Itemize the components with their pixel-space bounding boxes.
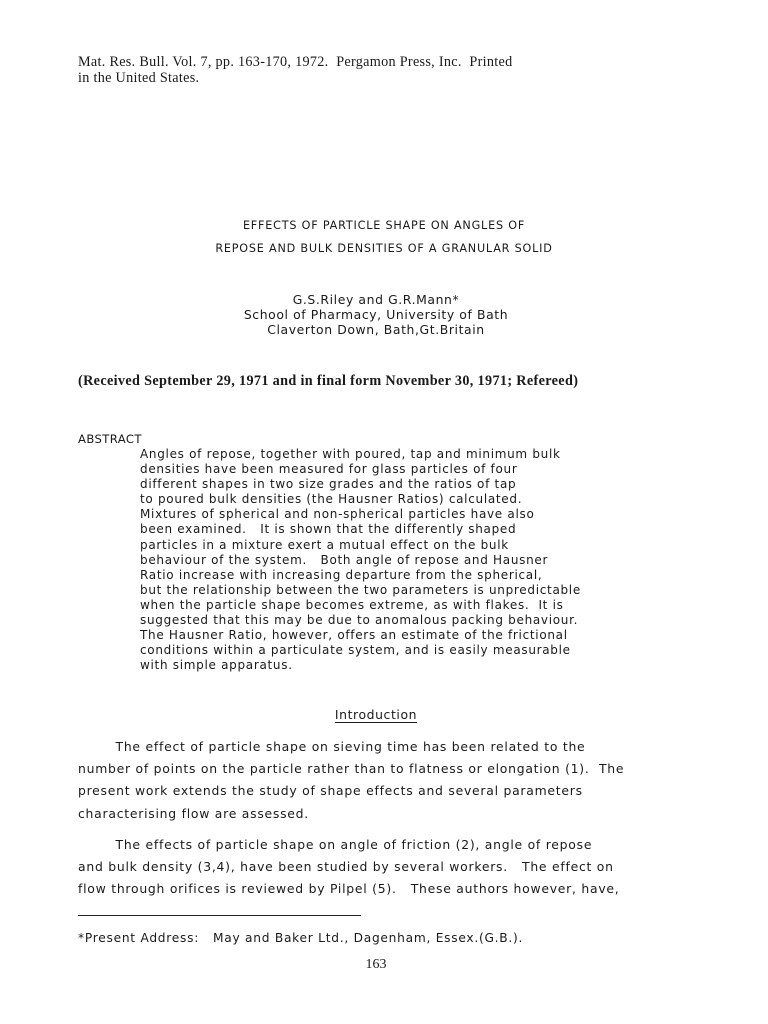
page-number: 163 [365,957,387,972]
introduction-heading [0,707,752,722]
abstract-line: Ratio increase with increasing departure from the spherical, [140,567,543,582]
paragraph-line: The effects of particle shape on angle of friction (2), angle of repose [78,836,593,852]
abstract-line: different shapes in two size grades and the ratios of tap [140,477,517,492]
paragraph-line: and bulk density (3,4), have been studied by several workers. The effect on [78,859,614,875]
abstract-line: conditions within a particulate system, and is easily measurable [140,643,571,658]
introduction-heading-text: Introduction [334,707,418,722]
abstract-heading: ABSTRACT [78,432,142,446]
abstract-line: Mixtures of spherical and non-spherical particles have also [140,507,535,522]
abstract-line: with simple apparatus. [140,658,293,673]
paragraph-line: present work extends the study of shape effects and several parameters [78,783,583,799]
author-affiliation-2: Claverton Down, Bath,Gt.Britain [267,322,485,337]
abstract-line: but the relationship between the two parameters is unpredictable [140,582,581,597]
abstract-line: particles in a mixture exert a mutual effect on the bulk [140,537,509,552]
abstract-line: when the particle shape becomes extreme, as with flakes. It is [140,597,564,612]
journal-citation-header [78,54,513,86]
author-affiliation-1: School of Pharmacy, University of Bath [243,307,509,322]
abstract-line: behaviour of the system. Both angle of repose and Hausner [140,552,549,567]
author-names: G.S.Riley and G.R.Mann* [292,292,460,307]
paragraph-line: characterising flow are assessed. [78,805,309,821]
abstract-line: suggested that this may be due to anomalous packing behaviour. [140,613,579,628]
title-line-2: REPOSE AND BULK DENSITIES OF A GRANULAR SOLID [215,242,553,255]
footnote: *Present Address: May and Baker Ltd., Dagenham, Essex.(G.B.). [78,931,524,945]
abstract-line: densities have been measured for glass particles of four [140,462,518,477]
abstract-line: been examined. It is shown that the differently shaped [140,522,517,537]
footnote-rule [78,915,361,916]
title-line-1: EFFECTS OF PARTICLE SHAPE ON ANGLES OF [242,219,526,232]
citation-line-2: in the United States. [78,70,200,86]
paragraph-line: number of points on the particle rather than to flatness or elongation (1). The [78,761,625,777]
abstract-line: Angles of repose, together with poured, tap and minimum bulk [140,447,561,461]
paragraph-line: The effect of particle shape on sieving time has been related to the [78,739,586,754]
introduction-body [78,736,624,900]
citation-line-1: Mat. Res. Bull. Vol. 7, pp. 163-170, 1972. Pergamon Press, Inc. Printed [78,54,513,70]
abstract-body [140,447,581,673]
received-dates: (Received September 29, 1971 and in final form November 30, 1971; Refereed) [78,373,579,389]
paragraph-line: flow through orifices is reviewed by Pilpel (5). These authors however, have, [78,881,620,897]
abstract-line: The Hausner Ratio, however, offers an estimate of the frictional [140,628,568,643]
abstract-line: to poured bulk densities (the Hausner Ratios) calculated. [140,492,523,507]
